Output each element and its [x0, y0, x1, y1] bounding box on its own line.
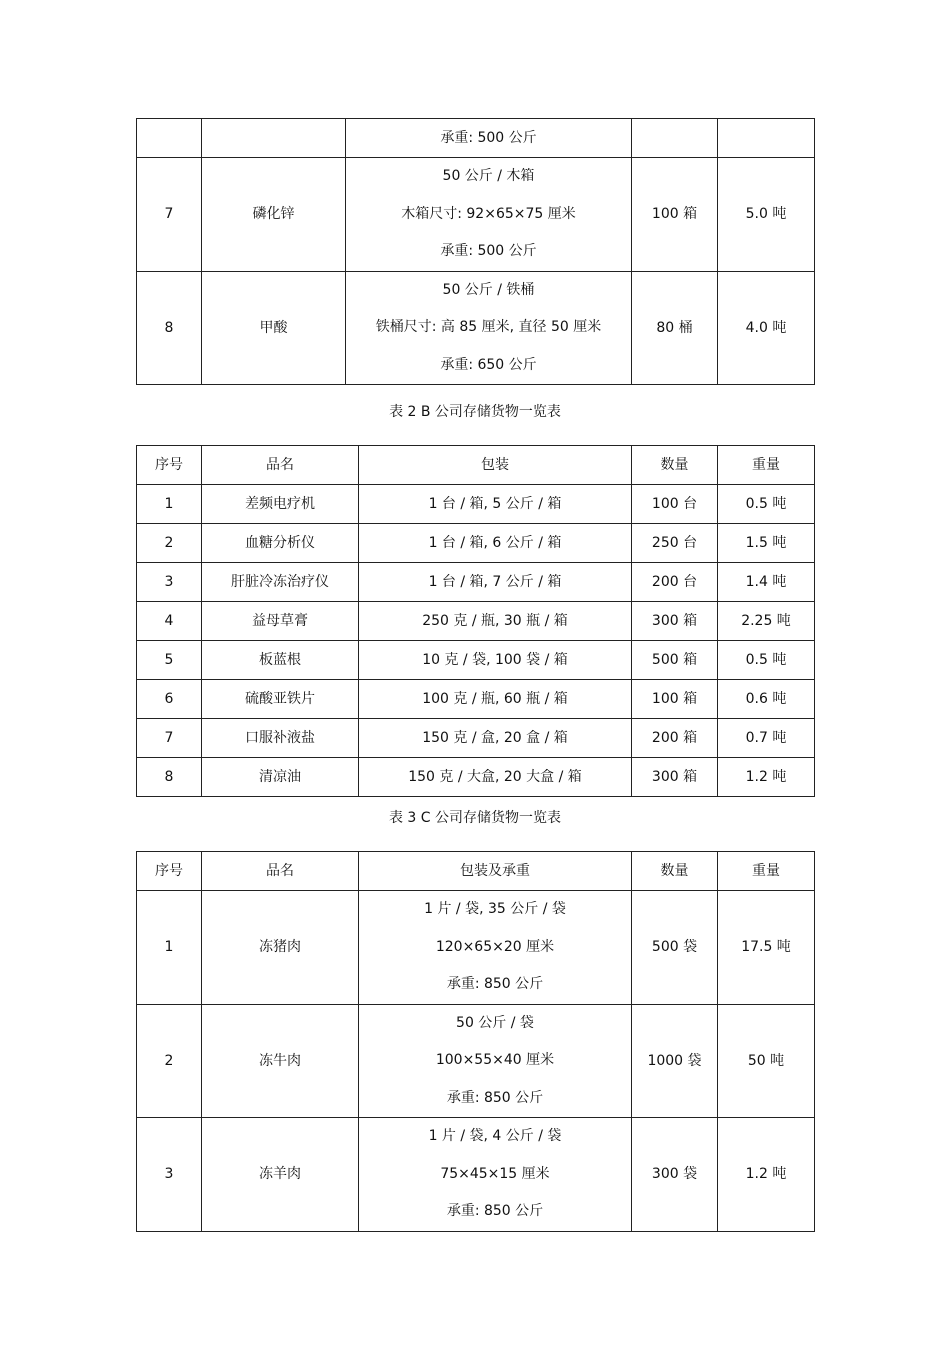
cell-no: 2: [137, 1004, 202, 1118]
table-row: [137, 719, 815, 758]
cell-weight: 17.5 吨: [718, 891, 815, 1005]
cell-pack: 150 克 / 盒, 20 盒 / 箱: [359, 719, 632, 758]
cell-pack: [359, 891, 632, 1005]
cell-name: 磷化锌: [202, 158, 346, 272]
table-row: [137, 680, 815, 719]
cell-weight: 2.25 吨: [718, 602, 815, 641]
cell-weight: 1.5 吨: [718, 524, 815, 563]
header-no: 序号: [137, 446, 202, 485]
cell-name: 口服补液盐: [202, 719, 359, 758]
pack-line: 承重: 500 公斤: [440, 243, 537, 259]
pack-line: 100×55×40 厘米: [435, 1052, 555, 1068]
cell-no: 2: [137, 524, 202, 563]
cell-qty: 250 台: [632, 524, 718, 563]
cell-pack: [359, 1004, 632, 1118]
cell-no: 5: [137, 641, 202, 680]
cell-weight: 50 吨: [718, 1004, 815, 1118]
cell-qty: 1000 袋: [632, 1004, 718, 1118]
cell-pack: 150 克 / 大盒, 20 大盒 / 箱: [359, 758, 632, 797]
cell-no: 3: [137, 1118, 202, 1232]
cell-weight: 0.7 吨: [718, 719, 815, 758]
cell-pack: 1 台 / 箱, 5 公斤 / 箱: [359, 485, 632, 524]
header-qty: 数量: [632, 446, 718, 485]
cell-qty: 100 台: [632, 485, 718, 524]
cell-name: 差频电疗机: [202, 485, 359, 524]
header-pack: 包装: [359, 446, 632, 485]
cell-name: 血糖分析仪: [202, 524, 359, 563]
storage-table-c: [136, 851, 815, 1232]
cell-name: 冻羊肉: [202, 1118, 359, 1232]
cell-name: 硫酸亚铁片: [202, 680, 359, 719]
table-row: [137, 158, 815, 272]
pack-line: 50 公斤 / 铁桶: [442, 281, 535, 298]
cell-no: 1: [137, 485, 202, 524]
table-row: [137, 602, 815, 641]
pack-line: 120×65×20 厘米: [435, 938, 555, 955]
cell-pack: 1 台 / 箱, 7 公斤 / 箱: [359, 563, 632, 602]
table-row: [137, 119, 815, 158]
cell-weight: 1.2 吨: [718, 1118, 815, 1232]
cell-weight: 0.6 吨: [718, 680, 815, 719]
pack-line: 承重: 850 公斤: [446, 976, 544, 992]
storage-table-b: [136, 445, 815, 797]
header-weight: 重量: [718, 446, 815, 485]
cell-weight: 0.5 吨: [718, 485, 815, 524]
cell-pack: 10 克 / 袋, 100 袋 / 箱: [359, 641, 632, 680]
cell-pack: 100 克 / 瓶, 60 瓶 / 箱: [359, 680, 632, 719]
cell-pack: [359, 1118, 632, 1232]
cell-no: 3: [137, 563, 202, 602]
table-caption: 表 3 C 公司存储货物一览表: [388, 810, 562, 826]
table-row: [137, 485, 815, 524]
cell-qty: 100 箱: [632, 680, 718, 719]
cell-name: [202, 119, 346, 158]
cell-pack: 1 台 / 箱, 6 公斤 / 箱: [359, 524, 632, 563]
cell-name: 肝脏冷冻治疗仪: [202, 563, 359, 602]
cell-no: 1: [137, 891, 202, 1005]
pack-line: 承重: 650 公斤: [440, 356, 537, 373]
table-row: [137, 271, 815, 385]
pack-line: 1 片 / 袋, 35 公斤 / 袋: [424, 901, 566, 917]
cell-name: 冻猪肉: [202, 891, 359, 1005]
header-name: 品名: [202, 852, 359, 891]
pack-line: 50 公斤 / 木箱: [442, 168, 535, 184]
pack-line: 铁桶尺寸: 高 85 厘米, 直径 50 厘米: [375, 319, 602, 335]
cell-no: 4: [137, 602, 202, 641]
pack-line: 承重: 850 公斤: [446, 1203, 544, 1219]
table-caption: 表 2 B 公司存储货物一览表: [389, 404, 561, 420]
pack-line: 50 公斤 / 袋: [456, 1014, 534, 1031]
header-name: 品名: [202, 446, 359, 485]
pack-line: 木箱尺寸: 92×65×75 厘米: [401, 205, 576, 222]
table-row: [137, 891, 815, 1005]
header-qty: 数量: [632, 852, 718, 891]
cell-qty: [632, 119, 718, 158]
cell-no: 7: [137, 158, 202, 272]
cell-pack: [346, 271, 632, 385]
cell-weight: 1.4 吨: [718, 563, 815, 602]
cell-name: 板蓝根: [202, 641, 359, 680]
header-no: 序号: [137, 852, 202, 891]
table-header-row: [137, 852, 815, 891]
cell-no: 8: [137, 271, 202, 385]
cell-weight: [718, 119, 815, 158]
table-row: [137, 1004, 815, 1118]
cell-no: [137, 119, 202, 158]
cell-weight: 5.0 吨: [718, 158, 815, 272]
header-pack: 包装及承重: [359, 852, 632, 891]
cell-pack: [346, 158, 632, 272]
cell-pack: 承重: 500 公斤: [346, 119, 632, 158]
table-row: [137, 1118, 815, 1232]
cell-no: 7: [137, 719, 202, 758]
cell-weight: 4.0 吨: [718, 271, 815, 385]
cell-pack: 250 克 / 瓶, 30 瓶 / 箱: [359, 602, 632, 641]
cell-qty: 500 袋: [632, 891, 718, 1005]
pack-line: 承重: 850 公斤: [446, 1089, 544, 1106]
pack-line: 75×45×15 厘米: [440, 1165, 550, 1182]
cell-weight: 1.2 吨: [718, 758, 815, 797]
table-row: [137, 524, 815, 563]
cell-qty: 300 箱: [632, 602, 718, 641]
cell-qty: 200 箱: [632, 719, 718, 758]
cell-qty: 300 箱: [632, 758, 718, 797]
table-row: [137, 758, 815, 797]
cell-qty: 100 箱: [632, 158, 718, 272]
cell-weight: 0.5 吨: [718, 641, 815, 680]
cell-name: 清凉油: [202, 758, 359, 797]
table-header-row: [137, 446, 815, 485]
header-weight: 重量: [718, 852, 815, 891]
cell-qty: 300 袋: [632, 1118, 718, 1232]
pack-line: 1 片 / 袋, 4 公斤 / 袋: [428, 1128, 562, 1144]
cell-name: 冻牛肉: [202, 1004, 359, 1118]
table-row: [137, 641, 815, 680]
cell-no: 8: [137, 758, 202, 797]
cell-no: 6: [137, 680, 202, 719]
table-row: [137, 563, 815, 602]
storage-table-a-continued: [136, 118, 815, 385]
cell-name: 益母草膏: [202, 602, 359, 641]
cell-name: 甲酸: [202, 271, 346, 385]
cell-qty: 200 台: [632, 563, 718, 602]
cell-qty: 80 桶: [632, 271, 718, 385]
cell-qty: 500 箱: [632, 641, 718, 680]
